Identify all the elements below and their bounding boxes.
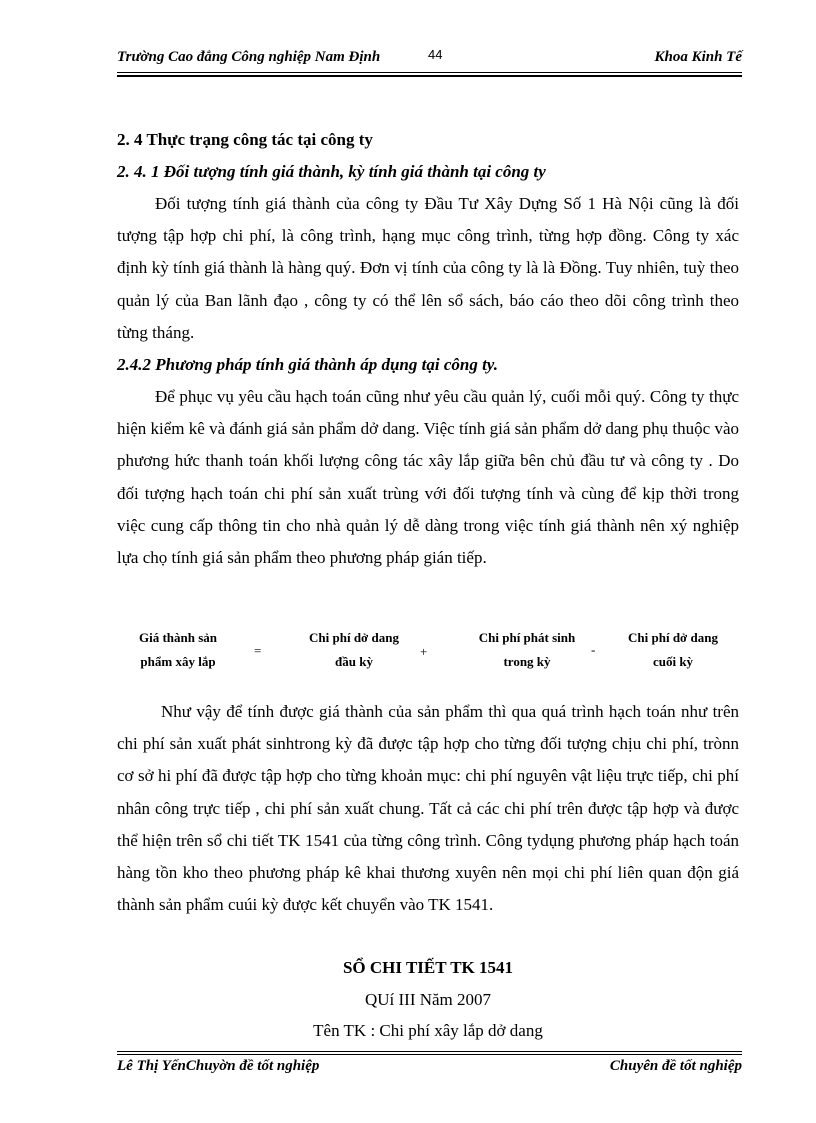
header-faculty: Khoa Kinh Tế bbox=[654, 49, 742, 65]
cost-formula bbox=[117, 626, 739, 678]
formula-term1-line2: phẩm xây lắp bbox=[140, 654, 216, 669]
paragraph-2-4-2: Để phục vụ yêu cầu hạch toán cũng như yêu cầu quản lý, cuối mỗi quý. Công ty thực hiện kiểm kê và đánh giá sản phẩm dở dang. Việc tính giá sản phẩm dở dang phụ thuộc vào phương hức thanh toán khối lượng công tác xây lắp giữa bên chủ đầu tư và công ty . Do đối tượng hạch toán chi phí sản xuất trùng với đối tượng tính và cùng để kịp thời trong việc cung cấp thông tin cho nhà quản lý dễ dàng trong việc tính giá thành nên xý nghiệp lựa chọ tính giá sản phẩm theo phương pháp gián tiếp. bbox=[117, 387, 739, 568]
main-content bbox=[117, 124, 739, 574]
formula-term-opening-wip bbox=[279, 626, 429, 674]
formula-term-period-cost bbox=[442, 626, 612, 674]
formula-term3-line1: Chi phí phát sinh bbox=[478, 630, 576, 645]
formula-term4-line2: cuối kỳ bbox=[652, 654, 694, 669]
formula-term2-line1: Chi phí dở dang bbox=[309, 630, 399, 645]
subsection-heading-2-4-2: 2.4.2 Phương pháp tính giá thành áp dụng tại công ty. bbox=[117, 355, 498, 375]
formula-term1-line1: Giá thành sản bbox=[138, 630, 218, 645]
section-heading: 2. 4 Thực trạng công tác tại công ty bbox=[117, 130, 373, 149]
paragraph-2-4-1: Đối tượng tính giá thành của công ty Đầu Tư Xây Dựng Số 1 Hà Nội cũng là đối tượng tập hợp chi phí, là công trình, hạng mục công trình, từng hợp đồng. Công ty xác định kỳ tính giá thành là hàng quý. Đơn vị tính của công ty là là Đồng. Tuy nhiên, tuỳ theo quản lý của Ban lãnh đạo , công ty có thể lên sổ sách, báo cáo theo dõi công trình theo từng tháng. bbox=[117, 194, 739, 342]
explanation-block bbox=[117, 696, 739, 921]
formula-term4-line1: Chi phí dở dang bbox=[628, 630, 718, 645]
page-header bbox=[117, 47, 742, 69]
ledger-title: SỔ CHI TIẾT TK 1541 bbox=[342, 958, 514, 977]
formula-term-product-cost bbox=[117, 626, 239, 674]
footer-doc-type: Chuyên đề tốt nghiệp bbox=[609, 1058, 742, 1074]
page-footer bbox=[117, 1058, 742, 1078]
footer-author: Lê Thị YếnChuyờn đề tốt nghiệp bbox=[117, 1058, 320, 1074]
ledger-period: QUí III Năm 2007 bbox=[364, 990, 492, 1009]
footer-rule-bottom bbox=[117, 1054, 742, 1055]
header-rule-thin bbox=[117, 72, 742, 73]
header-school-name: Trường Cao đẳng Công nghiệp Nam Định bbox=[117, 49, 381, 65]
footer-rule-top bbox=[117, 1051, 742, 1052]
formula-plus: + bbox=[420, 644, 428, 659]
header-rule-thick bbox=[117, 75, 742, 77]
formula-term2-line2: đầu kỳ bbox=[335, 654, 373, 669]
formula-minus: - bbox=[591, 642, 596, 657]
formula-term3-line2: trong kỳ bbox=[503, 654, 551, 669]
page-number: 44 bbox=[428, 47, 443, 62]
paragraph-explanation: Như vậy để tính được giá thành của sản phẩm thì qua quá trình hạch toán như trên chi phí sản xuất phát sinhtrong kỳ đã được tập hợp cho từng đối tượng chịu chi phí, trònn cơ sở hi phí đã được tập hợp cho từng khoản mục: chi phí nguyên vật liệu trực tiếp, chi phí nhân công trực tiếp , chi phí sản xuất chung. Tất cả các chi phí trên được tập hợp và được thể hiện trên sổ chi tiết TK 1541 của từng công trình. Công tydụng phương pháp hạch toán hàng tồn kho theo phương pháp kê khai thương xuyên nên mọi chi phí liên quan độn giá thành sản phẩm cuúi kỳ được kết chuyển vào TK 1541. bbox=[117, 702, 739, 915]
subsection-heading-2-4-1: 2. 4. 1 Đối tượng tính giá thành, kỳ tính giá thành tại công ty bbox=[117, 162, 546, 181]
formula-equals: = bbox=[254, 643, 262, 658]
formula-term-closing-wip bbox=[603, 626, 743, 674]
ledger-account-name: Tên TK : Chi phí xây lắp dở dang bbox=[313, 1021, 543, 1040]
